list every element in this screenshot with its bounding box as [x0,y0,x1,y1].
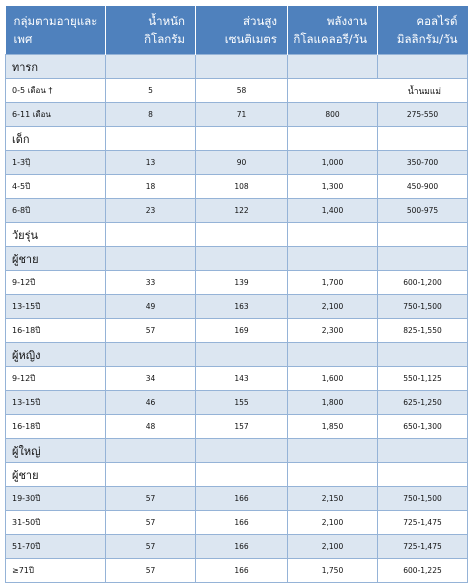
height-cell: 155 [196,391,288,415]
section-label: ผู้ชาย [6,463,106,487]
table-row [6,295,468,319]
table-row [6,79,468,103]
header-height-line2: เซนติเมตร [224,32,277,46]
height-cell: 166 [196,535,288,559]
weight-cell: 13 [106,151,196,175]
height-cell: 143 [196,367,288,391]
empty-cell [196,55,288,79]
height-cell: 71 [196,103,288,127]
energy-cell: 1,750 [288,559,378,583]
empty-cell [106,463,196,487]
height-cell: 166 [196,511,288,535]
height-cell: 90 [196,151,288,175]
energy-cell: 1,000 [288,151,378,175]
table-row [6,175,468,199]
table-header [6,6,468,55]
weight-cell: 57 [106,535,196,559]
weight-cell: 8 [106,103,196,127]
energy-cell: 800 [288,103,378,127]
table-body [6,55,468,583]
section-row [6,223,468,247]
nutrition-table-container [5,6,467,583]
empty-cell [378,439,468,463]
empty-cell [378,463,468,487]
age-group-cell: 19-30ปี [6,487,106,511]
empty-cell [288,463,378,487]
empty-cell [106,127,196,151]
table-row [6,415,468,439]
section-label: วัยรุ่น [6,223,106,247]
weight-cell: 23 [106,199,196,223]
weight-cell: 49 [106,295,196,319]
height-cell: 166 [196,559,288,583]
section-row [6,55,468,79]
header-energy [288,6,378,55]
header-age-sex [6,6,106,55]
chloride-cell: 825-1,550 [378,319,468,343]
table-row [6,391,468,415]
header-weight [106,6,196,55]
energy-cell: 1,600 [288,367,378,391]
weight-cell: 57 [106,319,196,343]
header-chloride-line2: มิลลิกรัม/วัน [396,32,458,46]
header-chloride-line1: คอลไรด์ [416,14,458,28]
section-row [6,343,468,367]
chloride-cell: 275-550 [378,103,468,127]
energy-cell: 2,100 [288,511,378,535]
chloride-cell: 500-975 [378,199,468,223]
weight-cell: 46 [106,391,196,415]
empty-cell [106,439,196,463]
chloride-cell: 725-1,475 [378,535,468,559]
empty-cell [196,439,288,463]
empty-cell [288,55,378,79]
empty-cell [196,127,288,151]
section-label: ทารก [6,55,106,79]
age-group-cell: 16-18ปี [6,415,106,439]
chloride-cell: 600-1,200 [378,271,468,295]
chloride-cell: 450-900 [378,175,468,199]
empty-cell [288,343,378,367]
height-cell: 166 [196,487,288,511]
table-row [6,271,468,295]
age-group-cell: 4-5ปี [6,175,106,199]
header-height [196,6,288,55]
height-cell: 163 [196,295,288,319]
breast-milk-note: น้ำนมแม่ [288,79,468,103]
empty-cell [196,463,288,487]
table-row [6,511,468,535]
empty-cell [288,247,378,271]
empty-cell [106,343,196,367]
chloride-cell: 750-1,500 [378,295,468,319]
empty-cell [378,223,468,247]
header-age-sex-line2: เพศ [13,32,33,46]
weight-cell: 57 [106,511,196,535]
energy-cell: 2,150 [288,487,378,511]
energy-cell: 2,100 [288,295,378,319]
age-group-cell: 6-8ปี [6,199,106,223]
weight-cell: 57 [106,487,196,511]
chloride-cell: 350-700 [378,151,468,175]
empty-cell [378,55,468,79]
chloride-cell: 750-1,500 [378,487,468,511]
empty-cell [288,127,378,151]
empty-cell [106,55,196,79]
chloride-cell: 725-1,475 [378,511,468,535]
empty-cell [196,247,288,271]
table-row [6,559,468,583]
height-cell: 157 [196,415,288,439]
section-row [6,463,468,487]
empty-cell [288,439,378,463]
table-row [6,319,468,343]
header-energy-line1: พลังงาน [326,14,367,28]
section-row [6,127,468,151]
section-label: ผู้ชาย [6,247,106,271]
weight-cell: 48 [106,415,196,439]
age-group-cell: 13-15ปี [6,295,106,319]
height-cell: 139 [196,271,288,295]
weight-cell: 57 [106,559,196,583]
empty-cell [196,343,288,367]
table-row [6,487,468,511]
age-group-cell: 1-3ปีฺ [6,151,106,175]
section-label: เด็ก [6,127,106,151]
age-group-cell: ≥71ปี [6,559,106,583]
chloride-cell: 650-1,300 [378,415,468,439]
age-group-cell: 6-11 เดือน [6,103,106,127]
age-group-cell: 31-50ปี [6,511,106,535]
chloride-cell: 600-1,225 [378,559,468,583]
weight-cell: 34 [106,367,196,391]
energy-cell: 1,850 [288,415,378,439]
empty-cell [378,127,468,151]
height-cell: 169 [196,319,288,343]
age-group-cell: 13-15ปี [6,391,106,415]
height-cell: 58 [196,79,288,103]
weight-cell: 18 [106,175,196,199]
chloride-cell: 550-1,125 [378,367,468,391]
nutrition-table [5,6,468,583]
empty-cell [288,223,378,247]
weight-cell: 33 [106,271,196,295]
section-label: ผู้หญิง [6,343,106,367]
empty-cell [378,343,468,367]
table-row [6,535,468,559]
empty-cell [378,247,468,271]
energy-cell: 2,100 [288,535,378,559]
energy-cell: 2,300 [288,319,378,343]
empty-cell [106,247,196,271]
table-row [6,199,468,223]
table-row [6,151,468,175]
header-energy-line2: กิโลแคลอรี/วัน [293,32,367,46]
energy-cell: 1,700 [288,271,378,295]
section-row [6,247,468,271]
energy-cell: 1,400 [288,199,378,223]
age-group-cell: 9-12ปี [6,271,106,295]
empty-cell [196,223,288,247]
section-row [6,439,468,463]
chloride-cell: 625-1,250 [378,391,468,415]
empty-cell [106,223,196,247]
header-height-line1: ส่วนสูง [243,14,277,28]
header-weight-line2: กิโลกรัม [144,32,185,46]
energy-cell: 1,800 [288,391,378,415]
height-cell: 108 [196,175,288,199]
header-chloride [378,6,468,55]
section-label: ผู้ใหญ่ [6,439,106,463]
table-row [6,367,468,391]
age-group-cell: 51-70ปี [6,535,106,559]
age-group-cell: 0-5 เดือน † [6,79,106,103]
age-group-cell: 9-12ปี [6,367,106,391]
weight-cell: 5 [106,79,196,103]
table-row [6,103,468,127]
header-age-sex-line1: กลุ่มตามอายุและ [13,14,98,28]
header-weight-line1: น้ำหนัก [148,14,185,28]
header-row [6,6,468,55]
age-group-cell: 16-18ปี [6,319,106,343]
height-cell: 122 [196,199,288,223]
energy-cell: 1,300 [288,175,378,199]
